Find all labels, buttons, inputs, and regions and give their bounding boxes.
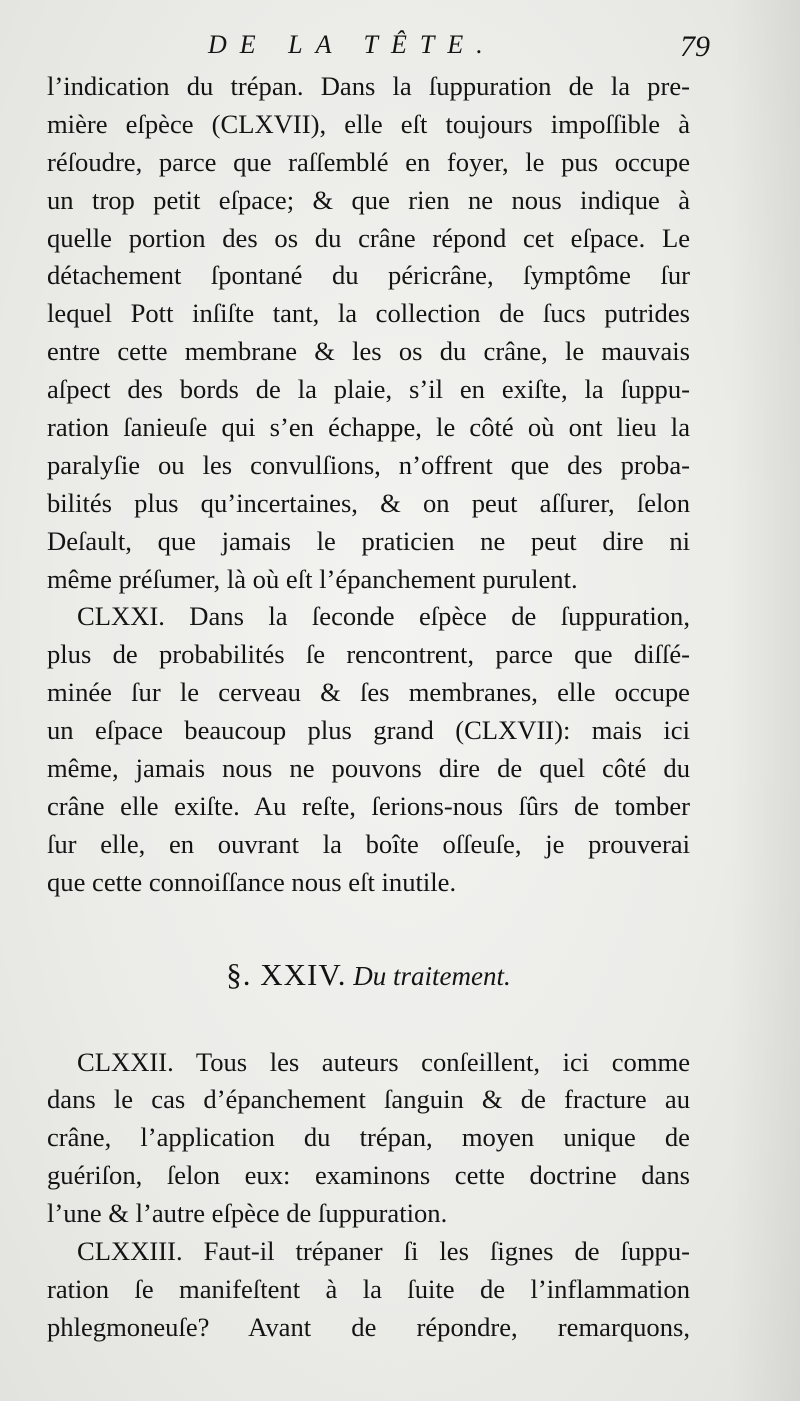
text-line: mière eſpèce (CLXVII), elle eſt toujours impoſſible à (47, 108, 690, 139)
text-line: un trop petit eſpace; & que rien ne nous indique à (47, 184, 690, 215)
paragraph (47, 598, 690, 901)
text-line: minée ſur le cerveau & ſes membranes, elle occupe (47, 677, 690, 708)
section-title: Du traitement. (353, 960, 511, 991)
text-line: que cette connoiſſance nous eſt inutile. (47, 866, 457, 897)
spacer (47, 1010, 690, 1044)
text-line: phlegmoneuſe? Avant de répondre, remarquons, (47, 1311, 690, 1342)
text-line: détachement ſpontané du péricrâne, ſymptôme ſur (47, 260, 690, 291)
text-line: l’une & l’autre eſpèce de ſuppuration. (47, 1198, 448, 1229)
text-line: lequel Pott inſiſte tant, la collection de ſucs putrides (47, 298, 690, 329)
text-line: Deſault, que jamais le praticien ne peut dire ni (47, 525, 690, 556)
text-line: plus de probabilités ſe rencontrent, parce que diſſé- (47, 639, 690, 670)
text-line: un eſpace beaucoup plus grand (CLXVII): mais ici (47, 715, 690, 746)
paragraph (47, 68, 690, 598)
page-edge-shadow (730, 0, 800, 1401)
text-line: ſur elle, en ouvrant la boîte oſſeuſe, je prouverai (47, 828, 690, 859)
text-line: aſpect des bords de la plaie, s’il en exiſte, la ſuppu- (47, 374, 690, 405)
section-heading (47, 902, 690, 1010)
page-header (40, 30, 710, 64)
text-line: guériſon, ſelon eux: examinons cette doctrine dans (47, 1160, 690, 1191)
text-line: réſoudre, parce que raſſemblé en foyer, le pus occupe (47, 146, 690, 177)
text-line: paralyſie ou les convulſions, n’offrent que des proba- (47, 449, 690, 480)
text-line: crâne, l’application du trépan, moyen unique de (47, 1122, 690, 1153)
text-line: l’indication du trépan. Dans la ſuppuration de la pre- (47, 71, 690, 101)
body-text (47, 68, 690, 1347)
section-number: §. XXIV. (226, 956, 347, 992)
paragraph (47, 1044, 690, 1233)
text-line: entre cette membrane & les os du crâne, le mauvais (47, 336, 690, 367)
text-line: CLXXI. Dans la ſeconde eſpèce de ſuppuration, (77, 601, 690, 632)
text-line: ration ſanieuſe qui s’en échappe, le côté où ont lieu la (47, 412, 690, 443)
text-line: quelle portion des os du crâne répond cet eſpace. Le (47, 222, 690, 253)
text-line: même préſumer, là où eſt l’épanchement purulent. (47, 563, 578, 594)
running-head: DE LA TÊTE. (208, 30, 496, 59)
text-line: bilités plus qu’incertaines, & on peut aſſurer, ſelon (47, 487, 690, 518)
text-line: CLXXIII. Faut-il trépaner ſi les ſignes de ſuppu- (77, 1236, 690, 1267)
text-line: même, jamais nous ne pouvons dire de quel côté du (47, 753, 690, 784)
text-line: dans le cas d’épanchement ſanguin & de fracture au (47, 1084, 690, 1115)
page-number: 79 (680, 30, 710, 63)
text-line: CLXXII. Tous les auteurs conſeillent, ici comme (77, 1046, 690, 1077)
text-line: ration ſe manifeſtent à la ſuite de l’inflammation (47, 1273, 690, 1304)
text-line: crâne elle exiſte. Au reſte, ſerions-nous ſûrs de tomber (47, 790, 690, 821)
paragraph (47, 1233, 690, 1347)
